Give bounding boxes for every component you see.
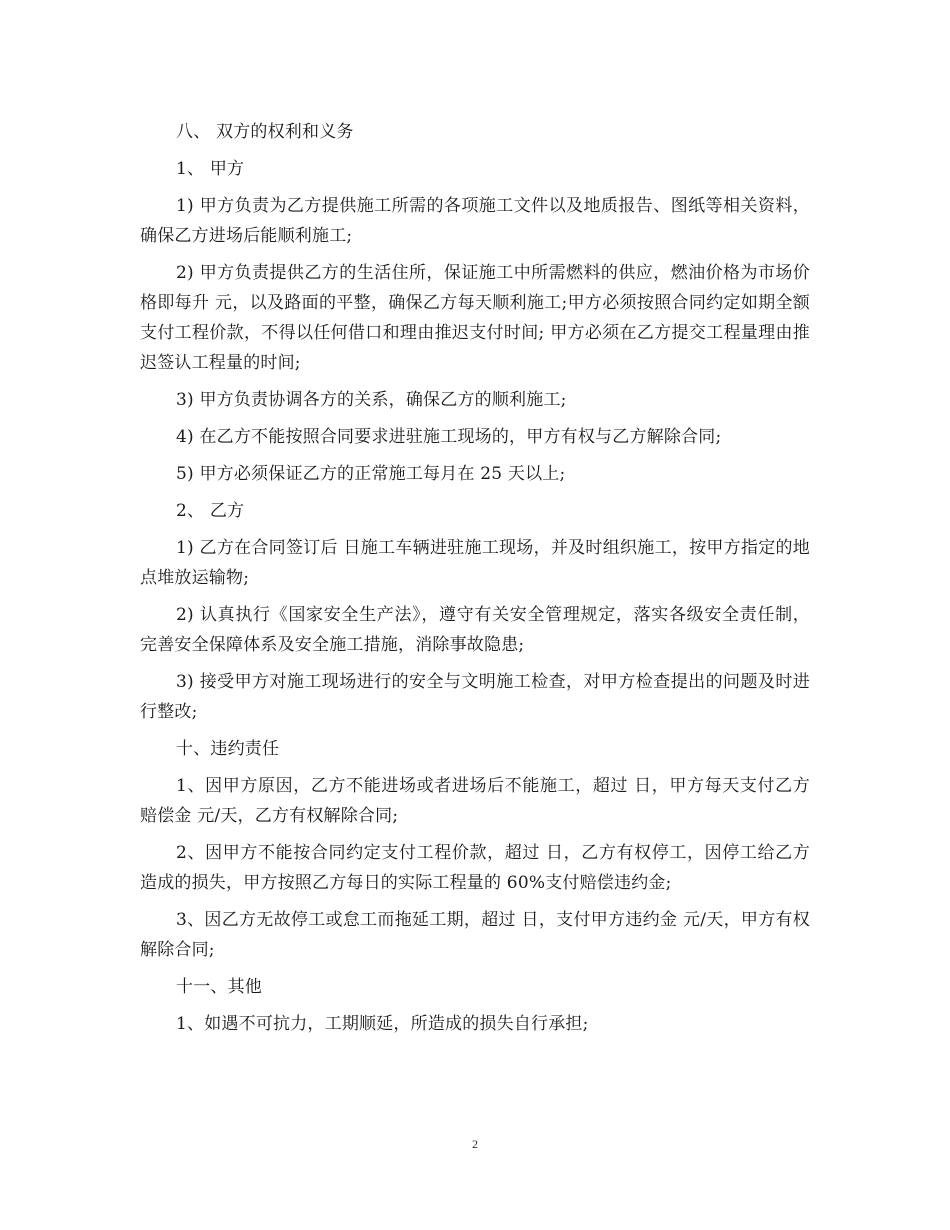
section-heading-breach-liability: 十、违约责任 — [176, 739, 280, 759]
clause-paragraph: 1) 乙方在合同签订后 日施工车辆进驻施工现场，并及时组织施工，按甲方指定的地点堆放运输物; — [140, 538, 810, 588]
section-heading-rights-obligations: 八、 双方的权利和义务 — [176, 122, 354, 142]
subsection-heading-party-a: 1、 甲方 — [176, 159, 245, 179]
page-number: 2 — [472, 1137, 478, 1151]
clause-paragraph: 3、因乙方无故停工或怠工而拖延工期，超过 日，支付甲方违约金 元/天，甲方有权解除合同; — [140, 910, 810, 960]
clause-paragraph: 5) 甲方必须保证乙方的正常施工每月在 25 天以上; — [176, 464, 566, 484]
clause-paragraph: 3) 甲方负责协调各方的关系，确保乙方的顺利施工; — [176, 390, 567, 410]
clause-paragraph: 3) 接受甲方对施工现场进行的安全与文明施工检查，对甲方检查提出的问题及时进行整改; — [140, 672, 810, 722]
subsection-heading-party-b: 2、 乙方 — [176, 501, 245, 521]
clause-paragraph: 2、因甲方不能按合同约定支付工程价款，超过 日，乙方有权停工，因停工给乙方造成的损失，甲方按照乙方每日的实际工程量的 60%支付赔偿违约金; — [140, 843, 810, 893]
clause-paragraph: 2) 认真执行《国家安全生产法》，遵守有关安全管理规定，落实各级安全责任制，完善安全保障体系及安全施工措施，消除事故隐患; — [140, 605, 810, 655]
clause-paragraph: 1) 甲方负责为乙方提供施工所需的各项施工文件以及地质报告、图纸等相关资料，确保乙方进场后能顺利施工; — [140, 196, 810, 246]
clause-paragraph: 1、如遇不可抗力，工期顺延，所造成的损失自行承担; — [176, 1014, 589, 1034]
section-heading-other: 十一、其他 — [176, 977, 262, 997]
document-body — [140, 117, 810, 1046]
clause-paragraph: 4) 在乙方不能按照合同要求进驻施工现场的，甲方有权与乙方解除合同; — [176, 427, 722, 447]
clause-paragraph: 2) 甲方负责提供乙方的生活住所，保证施工中所需燃料的供应，燃油价格为市场价格即每升 元，以及路面的平整，确保乙方每天顺利施工;甲方必须按照合同约定如期全额支付工程价款，不得以任何借口和理由推迟支付时间; 甲方必须在乙方提交工程量理由推迟签认工程量的时间; — [140, 263, 810, 373]
clause-paragraph: 1、因甲方原因，乙方不能进场或者进场后不能施工，超过 日，甲方每天支付乙方赔偿金 元/天，乙方有权解除合同; — [140, 776, 810, 826]
